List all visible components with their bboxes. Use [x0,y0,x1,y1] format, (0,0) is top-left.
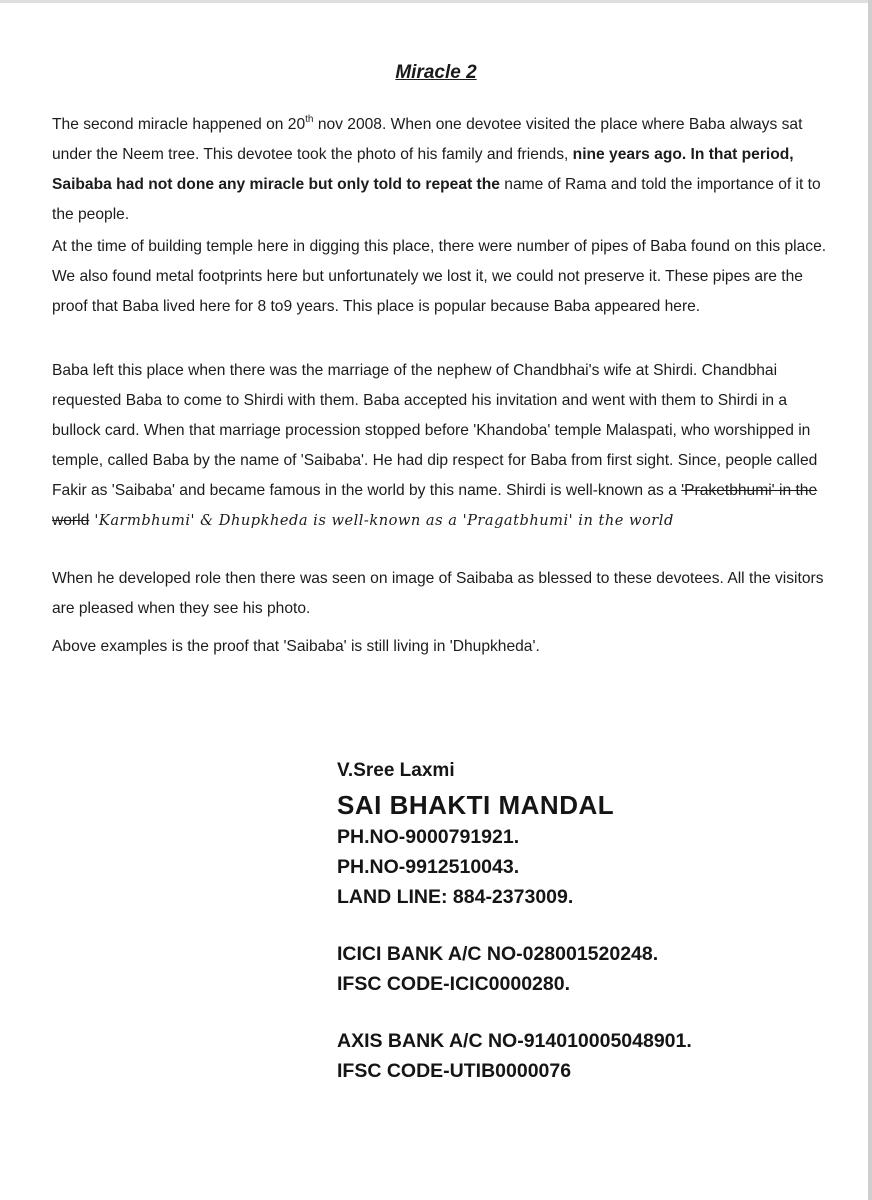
axis-account: AXIS BANK A/C NO-914010005048901. [337,1030,692,1052]
date-suffix: th [305,114,314,125]
organization-name: SAI BHAKTI MANDAL [337,790,615,820]
paragraph-pipes: At the time of building temple here in digging this place, there were number of pipes of Baba found on this place. We also found metal footprints here but unfortunately we lost it, we could not preserve it. These pipes are the proof that Baba lived here for 8 to9 years. This place is popular because Baba appeared here. [52,238,827,315]
paragraph-miracle-date [52,110,832,230]
handwritten-correction: 'Karmbhumi' & Dhupkheda is well-known as a 'Pragatbhumi' in the world [89,512,674,529]
landline-number: LAND LINE: 884-2373009. [337,886,574,908]
contact-block [337,754,837,1086]
spacer [337,999,837,1026]
contact-name: V.Sree Laxmi [337,760,455,781]
spacer [337,912,837,939]
page-title: Miracle 2 [395,62,477,83]
icici-account: ICICI BANK A/C NO-028001520248. [337,943,659,965]
phone-number-1: PH.NO-9000791921. [337,826,520,848]
paragraph-history [52,356,832,536]
p1-bold-part: nine years ago. In that period, Saibaba had not done any miracle but only told to repeat the [52,146,794,193]
scan-top-edge [0,0,872,3]
phone-number-2: PH.NO-9912510043. [337,856,520,878]
p3-text: Baba left this place when there was the marriage of the nephew of Chandbhai's wife at Shirdi. Chandbhai requested Baba to come to Shirdi with them. Baba accepted his invitation and went with them to Shirdi in a bullock card. When that marriage procession stopped before 'Khandoba' temple Malaspati, who worshipped in temple, called Baba by the name of 'Saibaba'. He had dip respect for Baba from first sight. Since, people called Fakir as 'Saibaba' and became famous in the world by this name. Shirdi is well-known as a [52,362,818,499]
p1-part-a: nov 2008. When one devotee visited the place where Baba always sat under the Neem tree. This devotee took the photo of his family and friends, [52,116,803,163]
p1-intro: The second miracle happened on 20 [52,116,306,133]
axis-ifsc: IFSC CODE-UTIB0000076 [337,1060,572,1082]
scan-right-edge [868,0,872,1200]
p1-part-b: name of Rama and told the importance of it to the people. [52,176,821,223]
struck-text: 'Praketbhumi' in the world [52,482,818,529]
paragraph-conclusion: Above examples is the proof that 'Saibaba' is still living in 'Dhupkheda'. [52,638,540,655]
icici-ifsc: IFSC CODE-ICIC0000280. [337,973,571,995]
paragraph-image: When he developed role then there was seen on image of Saibaba as blessed to these devotees. All the visitors are pleased when they see his photo. [52,570,824,617]
